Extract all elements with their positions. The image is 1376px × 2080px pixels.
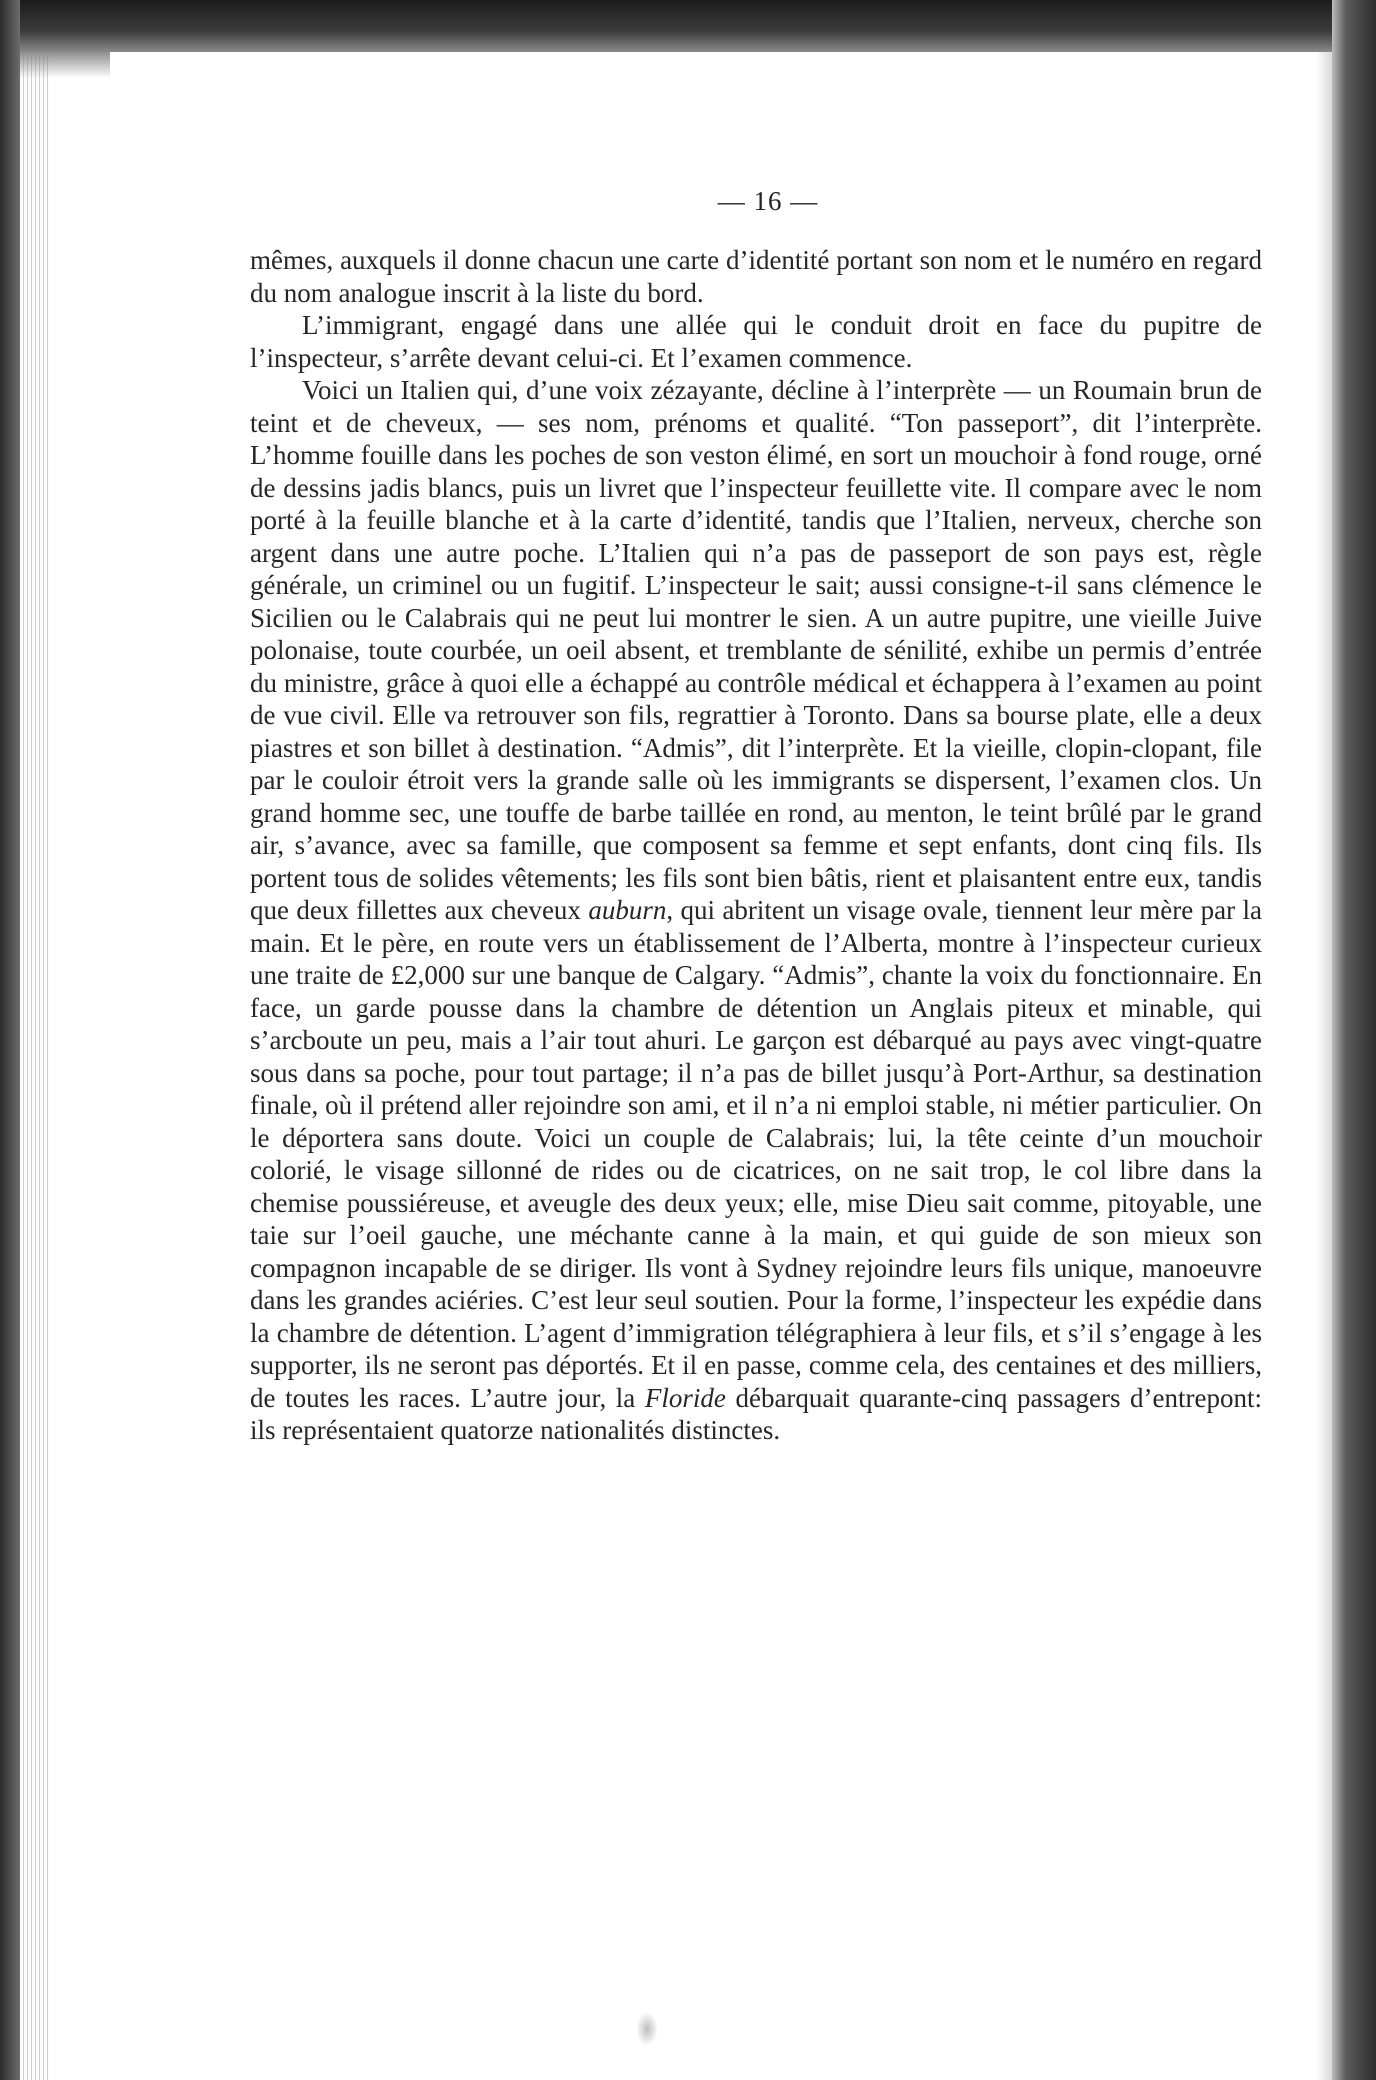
page-number: — 16 — — [717, 186, 819, 216]
book-left-edge — [0, 0, 20, 2080]
paragraph-2: L’immigrant, engagé dans une allée qui le conduit droit en face du pupitre de l’inspecteur, s’arrête devant celui-ci. Et l’examen commence. — [250, 310, 1262, 373]
page-stack-edge — [20, 52, 50, 2080]
paragraph-3-part-3: débarquait quarante-cinq passagers d’entrepont: ils représentaient quatorze nationalités distinctes. — [250, 1382, 1263, 1445]
body-text — [250, 244, 1262, 1447]
italic-word-floride: Floride — [644, 1382, 726, 1413]
italic-word-auburn: auburn — [588, 895, 667, 925]
paragraph-3-part-2: , qui abritent un visage ovale, tiennent leur mère par la main. Et le père, en route vers un établissement de l’Alberta, montre à l’inspecteur curieux une traite de £2,000 sur une banque de Calgary. “Admis”, chante la voix du fonctionnaire. En face, un garde pousse dans la chambre de détention un Anglais piteux et minable, qui s’arcboute un peu, mais a l’air tout ahuri. Le garçon est débarqué au pays avec vingt-quatre sous dans sa poche, pour tout partage; il n’a pas de billet jusqu’à Port-Arthur, sa destination finale, où il prétend aller rejoindre son ami, et il n’a ni emploi stable, ni métier particulier. On le déportera sans doute. Voici un couple de Calabrais; lui, la tête ceinte d’un mouchoir colorié, le visage sillonné de rides ou de cicatrices, on ne sait trop, le col libre dans la chemise poussiéreuse, et aveugle des deux yeux; elle, mise Dieu sait comme, pitoyable, une taie sur l’oeil gauche, une méchante canne à la main, et qui guide de son mieux son compagnon incapable de se diriger. Ils vont à Sydney rejoindre leurs fils unique, manoeuvre dans les grandes aciéries. C’est leur seul soutien. Pour la forme, l’inspecteur les expédie dans la chambre de détention. L’agent d’immigration télégraphiera à leur fils, et s’il s’engage à les supporter, ils ne seront pas déportés. Et il en passe, comme cela, des centaines et des milliers, de toutes les races. L’autre jour, la — [250, 895, 1262, 1413]
paragraph-3-part-1: Voici un Italien qui, d’une voix zézayante, décline à l’interprète — un Roumain brun de teint et de cheveux, — ses nom, prénoms et qualité. “Ton passeport”, dit l’interprète. L’homme fouille dans les poches de son veston élimé, en sort un mouchoir à fond rouge, orné de dessins jadis blancs, puis un livret que l’inspecteur feuillette vite. Il compare avec le nom porté à la feuille blanche et à la carte d’identité, tandis que l’Italien, nerveux, cherche son argent dans une autre poche. L’Italien qui n’a pas de passeport de son pays est, règle générale, un criminel ou un fugitif. L’inspecteur le sait; aussi consigne-t-il sans clémence le Sicilien ou le Calabrais qui ne peut lui montrer le sien. A un autre pupitre, une vieille Juive polonaise, toute courbée, un oeil absent, et tremblante de sénilité, exhibe un permis d’entrée du ministre, grâce à quoi elle a échappé au contrôle médical et échappera à l’examen au point de vue civil. Elle va retrouver son fils, regrattier à Toronto. Dans sa bourse plate, elle a deux piastres et son billet à destination. “Admis”, dit l’interprète. Et la vieille, clopin-clopant, file par le couloir étroit vers la grande salle où les immigrants se dispersent, l’examen clos. Un grand homme sec, une touffe de barbe taillée en rond, au menton, le teint brûlé par le grand air, s’avance, avec sa famille, que composent sa femme et sept enfants, dont cinq fils. Ils portent tous de solides vêtements; les fils sont bien bâtis, rient et plaisantent entre eux, tandis que deux fillettes aux cheveux — [250, 375, 1262, 925]
paragraph-3 — [250, 374, 1262, 1447]
book-top-edge — [0, 0, 1376, 52]
paragraph-1: mêmes, auxquels il donne chacun une carte d’identité portant son nom et le numéro en regard du nom analogue inscrit à la liste du bord. — [250, 245, 1262, 308]
right-gutter-shadow — [1316, 52, 1332, 2080]
book-page — [50, 52, 1272, 2080]
page-smudge — [636, 2012, 658, 2046]
book-right-edge — [1332, 0, 1376, 2080]
